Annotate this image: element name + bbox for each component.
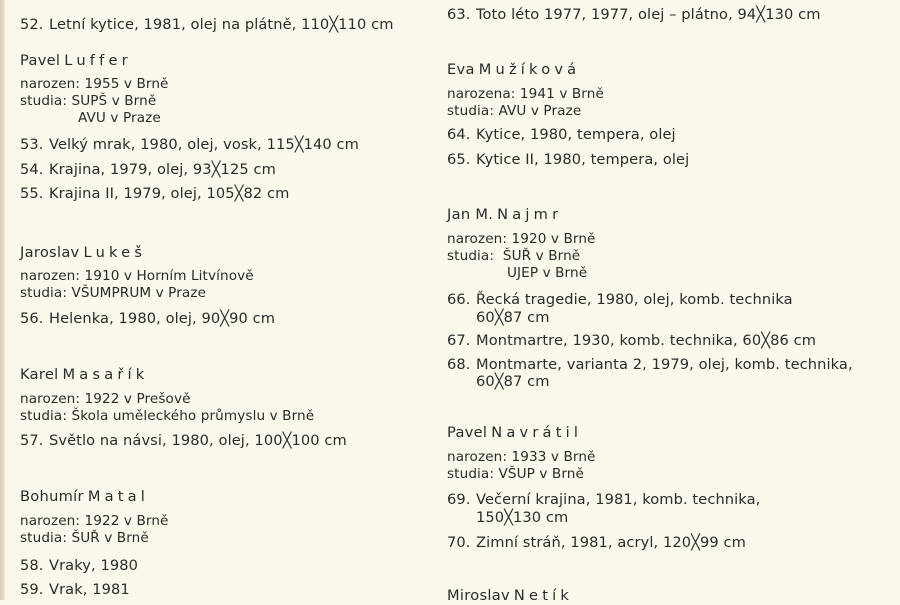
catalog-item: 58. Vraky, 1980 xyxy=(20,557,139,574)
artist-name-luffer: Pavel Luffer xyxy=(20,52,132,69)
artist-born: narozen: 1955 v Brně xyxy=(20,76,169,92)
catalog-item-cont: 60╳87 cm xyxy=(476,309,550,326)
catalog-item: 64. Kytice, 1980, tempera, olej xyxy=(447,126,676,143)
artist-studies-cont: UJEP v Brně xyxy=(507,265,588,281)
catalog-item-52: 52. Letní kytice, 1981, olej na plátně, 110╳110 cm xyxy=(20,16,394,33)
catalog-item: 69. Večerní krajina, 1981, komb. technika, xyxy=(447,491,761,508)
artist-born: narozen: 1910 v Horním Litvínově xyxy=(20,268,254,284)
artist-born: narozen: 1920 v Brně xyxy=(447,231,596,247)
catalog-item: 56. Helenka, 1980, olej, 90╳90 cm xyxy=(20,310,276,327)
artist-name-navratil: Pavel Navrátil xyxy=(447,424,583,441)
artist-studies: studia: ŠUŘ v Brně xyxy=(20,530,149,546)
artist-name-lukes: Jaroslav Lukeš xyxy=(20,244,147,261)
artist-name-matal: Bohumír Matal xyxy=(20,488,150,505)
catalog-item: 66. Řecká tragedie, 1980, olej, komb. technika xyxy=(447,291,793,308)
artist-born: narozena: 1941 v Brně xyxy=(447,86,604,102)
catalog-item: 70. Zimní stráň, 1981, acryl, 120╳99 cm xyxy=(447,534,746,551)
artist-name-netik: Miroslav Netík xyxy=(447,587,574,604)
catalog-item: 54. Krajina, 1979, olej, 93╳125 cm xyxy=(20,161,276,178)
artist-born: narozen: 1922 v Prešově xyxy=(20,391,191,407)
artist-studies: studia: VŠUP v Brně xyxy=(447,466,584,482)
catalog-item: 65. Kytice II, 1980, tempera, olej xyxy=(447,151,690,168)
catalog-item: 59. Vrak, 1981 xyxy=(20,581,130,598)
artist-name-muzikova: Eva Mužíková xyxy=(447,61,581,78)
artist-studies: studia: SUPŠ v Brně xyxy=(20,93,157,109)
catalog-item: 57. Světlo na návsi, 1980, olej, 100╳100 cm xyxy=(20,432,347,449)
artist-name-najmr: Jan M. Najmr xyxy=(447,206,563,223)
artist-studies: studia: VŠUMPRUM v Praze xyxy=(20,285,207,301)
catalog-item-63: 63. Toto léto 1977, 1977, olej – plátno, 94╳130 cm xyxy=(447,6,821,23)
catalog-item: 55. Krajina II, 1979, olej, 105╳82 cm xyxy=(20,185,290,202)
catalog-item: 67. Montmartre, 1930, komb. technika, 60╳86 cm xyxy=(447,332,817,349)
artist-studies-cont: AVU v Praze xyxy=(78,110,161,126)
catalog-item-cont: 60╳87 cm xyxy=(476,373,550,390)
artist-studies: studia: AVU v Praze xyxy=(447,103,582,119)
artist-born: narozen: 1922 v Brně xyxy=(20,513,169,529)
artist-name-masarik: Karel Masařík xyxy=(20,366,149,383)
catalog-item-cont: 150╳130 cm xyxy=(476,509,569,526)
page-binding-edge xyxy=(0,0,5,600)
artist-studies: studia: Škola uměleckého průmyslu v Brně xyxy=(20,408,315,424)
catalog-item: 68. Montmarte, varianta 2, 1979, olej, komb. technika, xyxy=(447,356,853,373)
catalog-item: 53. Velký mrak, 1980, olej, vosk, 115╳140 cm xyxy=(20,136,359,153)
artist-studies: studia: ŠUŘ v Brně xyxy=(447,248,581,264)
artist-born: narozen: 1933 v Brně xyxy=(447,449,596,465)
